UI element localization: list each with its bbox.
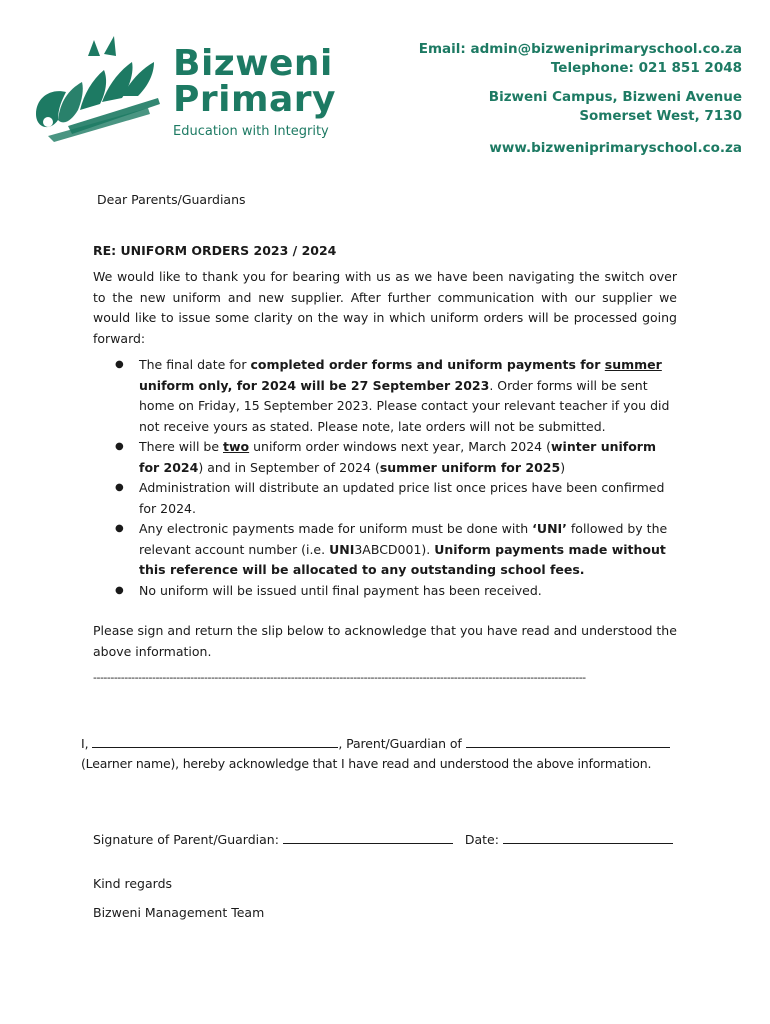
contact-block bbox=[419, 40, 742, 158]
website-link[interactable]: www.bizweniprimaryschool.co.za bbox=[489, 140, 742, 156]
signature-label: Signature of Parent/Guardian: bbox=[93, 831, 279, 847]
address-line2: Somerset West, 7130 bbox=[579, 108, 742, 124]
parent-name-field[interactable] bbox=[92, 733, 338, 748]
kind-regards: Kind regards bbox=[93, 876, 173, 891]
return-instruction: Please sign and return the slip below to acknowledge that you have read and understood the above information. bbox=[93, 623, 677, 659]
bullet-text: Administration will distribute an updated price list once prices have been confirmed for 2024. bbox=[139, 480, 665, 516]
bullet-bold: ‘UNI’ bbox=[532, 521, 567, 536]
signature-row bbox=[93, 829, 677, 851]
signoff-team: Bizweni Management Team bbox=[93, 904, 265, 920]
bullet-text: followed by the relevant account number (i.e. bbox=[139, 521, 668, 557]
bullet-text: The final date for bbox=[139, 357, 251, 372]
list-item bbox=[139, 355, 677, 437]
date-field[interactable] bbox=[503, 829, 673, 844]
learner-name-field[interactable] bbox=[466, 733, 670, 748]
signature-field[interactable] bbox=[283, 829, 453, 844]
logo-line2: Primary bbox=[173, 79, 337, 120]
list-item bbox=[139, 519, 677, 581]
bullet-bold: completed order forms and uniform payments for bbox=[250, 357, 605, 372]
ack-parent-label: , Parent/Guardian of bbox=[338, 735, 462, 751]
bullet-underline: two bbox=[223, 439, 250, 454]
bullet-bold: UNI bbox=[329, 541, 355, 557]
bullet-text: 3ABCD001). bbox=[354, 541, 435, 557]
bullet-bold: winter uniform for 2024 bbox=[139, 439, 656, 475]
bullet-text: Any electronic payments made for uniform must be done with bbox=[139, 521, 533, 536]
logo-line1: Bizweni bbox=[173, 43, 333, 84]
contact-email[interactable]: Email: admin@bizweniprimaryschool.co.za bbox=[418, 41, 742, 57]
cut-line-divider: ---------------------------------------------------------------------------------------------------------------------------------------------- bbox=[93, 671, 586, 684]
bullet-text: . Order forms will be sent home on Friday, 15 September 2023. Please contact your relevant teacher if you did not receive yours as stated. Please note, late orders will not be submitted. bbox=[139, 377, 670, 434]
date-label: Date: bbox=[464, 831, 499, 847]
bullet-text: ) bbox=[560, 459, 566, 475]
bullet-text: ) and in September of 2024 ( bbox=[198, 459, 380, 475]
subject-line: RE: UNIFORM ORDERS 2023 / 2024 bbox=[93, 242, 337, 258]
school-logo bbox=[28, 36, 368, 146]
logo-tagline: Education with Integrity bbox=[173, 124, 329, 139]
bullet-bold: uniform only, for 2024 will be 27 September 2023 bbox=[139, 377, 490, 393]
list-item bbox=[139, 478, 677, 519]
logo-wordmark bbox=[173, 43, 337, 139]
ack-i-label: I, bbox=[81, 735, 89, 751]
letter-body bbox=[81, 190, 677, 923]
acknowledgement-line2: (Learner name), hereby acknowledge that I have read and understood the above information. bbox=[81, 756, 652, 771]
intro-paragraph: We would like to thank you for bearing with us as we have been navigating the switch over to the new uniform and new supplier. After further communication with our supplier we would like to issue some clarity on the way in which uniform orders will be processed going forward: bbox=[93, 269, 677, 346]
list-item bbox=[139, 437, 677, 478]
bullet-list bbox=[93, 355, 677, 601]
bullet-underline: summer bbox=[604, 357, 662, 372]
bullet-bold: summer uniform for 2025 bbox=[379, 459, 561, 475]
list-item bbox=[139, 581, 677, 602]
contact-telephone: Telephone: 021 851 2048 bbox=[550, 60, 742, 76]
salutation: Dear Parents/Guardians bbox=[97, 192, 246, 207]
bullet-text: uniform order windows next year, March 2024 ( bbox=[249, 439, 551, 454]
bullet-bold: Uniform payments made without this reference will be allocated to any outstanding school fees. bbox=[139, 541, 666, 577]
bullet-text: No uniform will be issued until final payment has been received. bbox=[139, 582, 542, 598]
bullet-text: There will be bbox=[139, 439, 223, 454]
address-line1: Bizweni Campus, Bizweni Avenue bbox=[488, 89, 742, 105]
zebra-logo-icon bbox=[28, 36, 178, 146]
acknowledgement-line1 bbox=[81, 733, 677, 755]
